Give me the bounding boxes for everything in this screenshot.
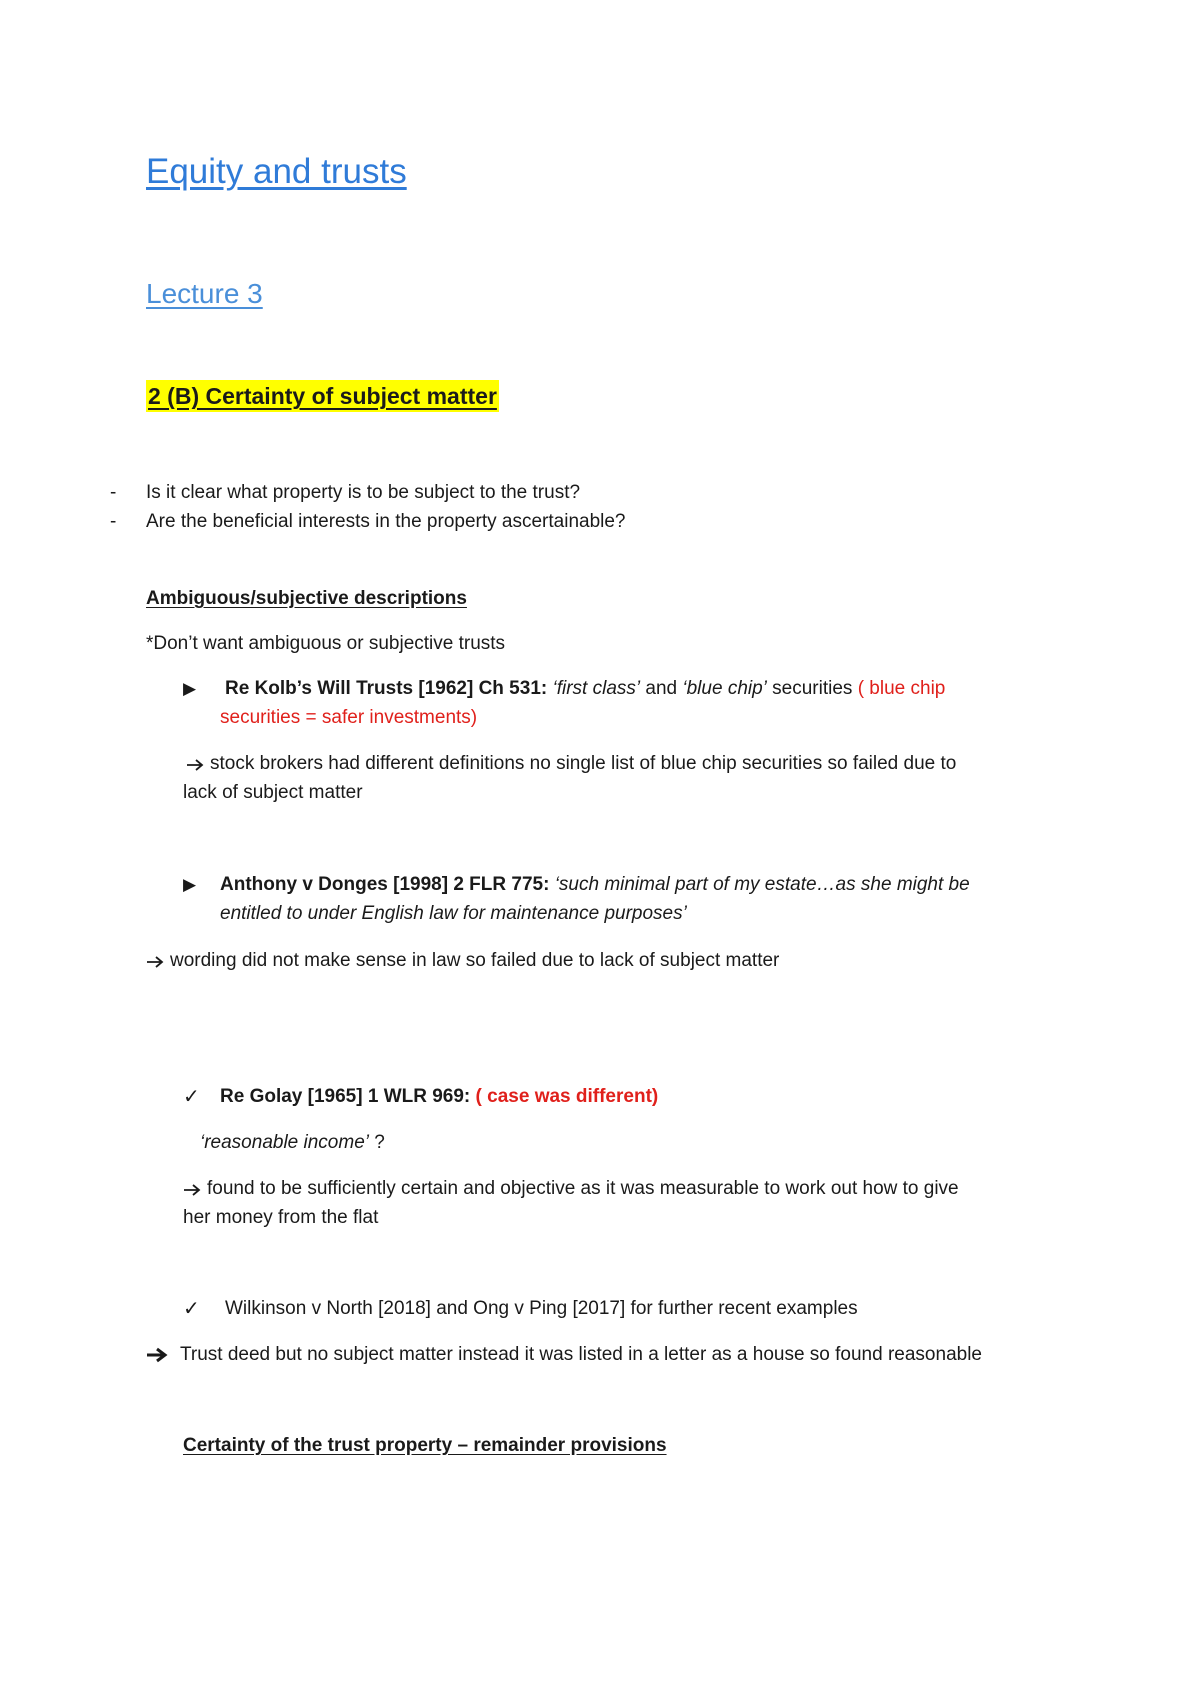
kolb-arrow-line: stock brokers had different definitions no single list of blue chip securities so failed due to (186, 751, 956, 777)
bold-arrow-icon (146, 1347, 168, 1363)
case-wilkinson: Wilkinson v North [2018] and Ong v Ping [2017] for further recent examples (225, 1298, 858, 1319)
dash-marker: - (110, 482, 117, 503)
triangle-bullet-icon: ▶ (183, 875, 197, 894)
golay-quote: ‘reasonable income’ ? (200, 1132, 385, 1153)
check-icon: ✓ (183, 1298, 200, 1320)
case-anthony: Anthony v Donges [1998] 2 FLR 775: ‘such minimal part of my estate…as she might be (220, 874, 970, 895)
golay-arrow-line: found to be sufficiently certain and objective as it was measurable to work out how to give (183, 1176, 959, 1202)
section-heading: 2 (B) Certainty of subject matter (146, 380, 499, 412)
right-arrow-icon (183, 1183, 201, 1197)
case-golay: Re Golay [1965] 1 WLR 969: ( case was different) (220, 1086, 659, 1107)
wilkinson-arrow-line: Trust deed but no subject matter instead it was listed in a letter as a house so found reasonable (146, 1342, 982, 1368)
anthony-arrow-line: wording did not make sense in law so failed due to lack of subject matter (146, 948, 779, 974)
subheading-ambiguous: Ambiguous/subjective descriptions (146, 588, 467, 609)
right-arrow-icon (146, 955, 164, 969)
kolb-red-note: securities = safer investments) (220, 707, 478, 728)
subheading-remainder: Certainty of the trust property – remainder provisions (183, 1435, 667, 1456)
case-kolb: Re Kolb’s Will Trusts [1962] Ch 531: ‘first class’ and ‘blue chip’ securities ( blue chip (225, 678, 946, 699)
lecture-heading: Lecture 3 (146, 278, 263, 309)
dash-marker: - (110, 511, 117, 532)
triangle-bullet-icon: ▶ (183, 679, 197, 698)
bullet-item: - Are the beneficial interests in the property ascertainable? (146, 509, 626, 535)
document-title: Equity and trusts (146, 152, 407, 191)
anthony-quote-cont: entitled to under English law for maintenance purposes’ (220, 903, 687, 924)
check-icon: ✓ (183, 1086, 200, 1108)
note-ambiguous: *Don’t want ambiguous or subjective trusts (146, 633, 506, 654)
right-arrow-icon (186, 758, 204, 772)
bullet-item: - Is it clear what property is to be subject to the trust? (146, 480, 580, 506)
golay-arrow-line-cont: her money from the flat (183, 1207, 379, 1228)
kolb-arrow-line-cont: lack of subject matter (183, 782, 363, 803)
